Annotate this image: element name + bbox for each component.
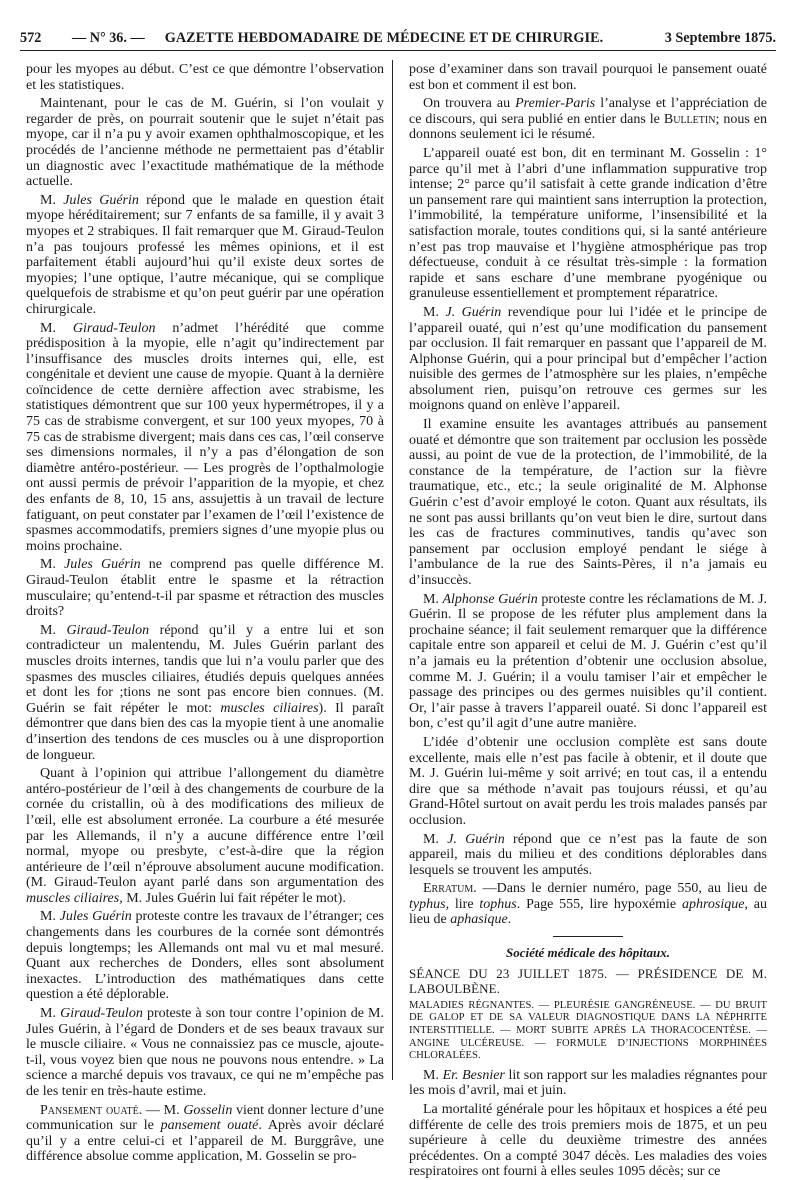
text-run: M. (40, 1006, 61, 1022)
paragraph (409, 1068, 767, 1099)
text-run: l’analyse et l’appréciation de ce discours, qui sera publié en entier dans le (409, 96, 767, 127)
text-run: M. (40, 909, 60, 925)
section-separator (553, 936, 623, 937)
italic-text: Giraud-Teulon (66, 622, 150, 638)
text-run: . Après avoir déclaré qu’il y a entre celui-ci et l’appareil de M. Burggrâve, une différence absolue comme application, M. Gosselin se pro- (26, 1118, 384, 1165)
italic-text: Gosselin (183, 1102, 233, 1118)
paragraph (409, 62, 767, 93)
italic-text: Jules Guérin (64, 557, 141, 573)
right-column (409, 62, 768, 1180)
page-header (20, 24, 776, 51)
text-run: revendique pour lui l’idée et le principe de l’appareil ouaté, qui n’est qu’une modification du pansement par occlusion. Il fait remarquer en passant que l’appareil de M. Alphonse Guérin, qui a pour principal but d’empêcher l’action nuisible des germes de l’atmosphère sur les plaies, n’empêche absolument rien, puisqu’on retrouve ces germes sur les moignons quand on enlève l’appareil. (409, 304, 767, 414)
section-title: Société médicale des hôpitaux. (506, 945, 670, 961)
paragraph (26, 321, 384, 555)
text-run: — M. (142, 1102, 184, 1118)
text-run: M. (423, 591, 443, 607)
text-run: M. Jules Guérin lui fait répéter le mot). (122, 890, 346, 906)
text-run: ne comprend pas quelle différence M. Giraud-Teulon établit entre le spasme et la rétraction musculaire; qu’entend-t-il par spasme et rétraction des muscles droits? (26, 557, 384, 620)
italic-text: muscles ciliaires, (26, 890, 123, 906)
text-run: répond qu’il y a entre lui et son contradicteur un malentendu, M. Jules Guérin parlant des muscles droits internes, tandis que lui n’a voulu parler que des spasmes des muscles ciliaires, étudiés depuis quelques années et dont les for ;tions ne sont pas encore bien connues. (M. Guérin se fait répéter le mot: (26, 622, 384, 716)
seance-summary: MALADIES RÉGNANTES. — PLEURÉSIE GANGRÉNEUSE. — DU BRUIT DE GALOP ET DE SA VALEUR DIAGNOSTIQUE DANS LA NÉPHRITE INTERSTITIELLE. — MORT SUBITE APRÈS LA THORACOCENTÈSE. — ANGINE ULCÉREUSE. — FORMULE D’INJECTIONS MORPHINÉES CHLORALÉES. (409, 999, 767, 1062)
paragraph (409, 96, 767, 143)
italic-text: Jules Guérin (59, 909, 132, 925)
smallcaps-text: Pansement ouaté. (40, 1102, 143, 1118)
paragraph (409, 146, 767, 302)
paragraph (26, 62, 384, 93)
text-run: M. (40, 557, 65, 573)
page-number: 572 (20, 30, 42, 46)
text-run: répond que ce n’est pas la faute de son appareil, mais du milieu et des conditions déplorables dans lesquels se trouvent les amputés. (409, 831, 767, 878)
text-run: Il examine ensuite les avantages attribués au pansement ouaté et démontre que son traitement par occlusion les possède aussi, au point de vue de la protection, de l’immobilité, de la constance de la température, de l’action sur la fièvre traumatique, etc., etc.; la seule originalité de M. Alphonse Guérin c’est d’avoir employé le coton. Quant aux résultats, ils ne sont pas aussi brillants qu’on veut bien le dire, surtout dans les cas de fractures comminutives, tandis qu’avec son pansement par occlusion employé pendant le siége à l’ambulance de la rue des Saints-Pères, il n’a jamais eu d’insuccès. (409, 417, 767, 588)
paragraph (26, 1006, 384, 1100)
text-run: —Dans le dernier numéro, page 550, au lieu de (476, 881, 767, 897)
paragraph (26, 1103, 384, 1165)
seance-line: SÉANCE DU 23 JUILLET 1875. — PRÉSIDENCE DE M. LABOULBÈNE. (409, 965, 767, 997)
text-run: ). Il paraît démontrer que dans bien des cas la myopie tient à une anomalie d’insertion des tendons de ces muscles ou à une disproportion de longueur. (26, 700, 384, 763)
italic-text: typhus (409, 896, 446, 912)
text-run: proteste à son tour contre l’opinion de M. Jules Guérin, à l’égard de Donders et de ses beaux travaux sur le muscle ciliaire. « Vous ne connaissiez pas ce muscle, ajoute-t-il, vous voyez bien que nous ne pouvons nous entendre. » La science a marché depuis vos travaux, ce qui ne m’empêche pas de les tenir en très-haute estime. (26, 1006, 384, 1099)
smallcaps-text: Erratum. (423, 881, 477, 897)
text-run: proteste contre les travaux de l’étranger; ces changements dans les courbures de la cornée sont démontrés depuis longtemps; les Allemands ont mal vu et mal mesuré. Quant aux recherches de Donders, elles sont absolument inexactes. L’introduction des mathématiques dans cette question a été déplorable. (26, 909, 384, 1003)
text-run: . Page 555, lire hypoxémie (516, 896, 682, 912)
italic-text: pansement ouaté (160, 1118, 259, 1134)
text-run: Maintenant, pour le cas de M. Guérin, si l’on voulait y regarder de près, on pourrait soutenir que le sujet n’était pas myope, car il n’a pu y avoir examen ophthalmoscopique, et les procédés de l’ancienne méthode ne permettaient pas d’établir un diagnostic avec l’exactitude mathématique de la méthode actuelle. (26, 96, 384, 190)
text-run: Quant à l’opinion qui attribue l’allongement du diamètre antéro-postérieur de l’œil à des changements de courbure de la cornée du cristallin, où à des modifications des milieux de l’œil, elle est absolument erronée. La courbure a été mesurée par les Allemands, il n’y a aucune différence entre l’œil normal, myope ou presbyte, c’est-à-dire que la région antérieure de l’œil n’éprouve absolument aucune modification. (M. Giraud-Teulon ayant parlé dans son argumentation des (26, 766, 384, 891)
paragraph (409, 417, 767, 589)
paragraph (26, 193, 384, 318)
text-run: M. (40, 622, 67, 638)
text-run: n’admet l’hérédité que comme prédisposition à la myopie, elle n’agit qu’indirectement par l’insuffisance des muscles droits internes qui, elle, est congénitale et devient une cause de myopie. Quant à la dernière coïncidence de cette dernière affection avec strabisme, les statistiques démontrent que sur 100 yeux hypermétropes, il y a 75 cas de strabisme convergent, et sur 100 yeux myopes, 70 à 75 cas de strabisme divergent; mais dans ces cas, l’œil conserve ses dimensions normales, il n’y a pas d’élongation de son diamètre antéro-postérieur. — Les progrès de l’opthalmologie ont aussi permis de prévoir l’apparition de la myopie, et chez des enfants de 8, 10, 15 ans, assujettis à un travail de lecture fatiguant, on peut constater par l’examen de l’œil l’existence de spasmes accommodatifs, premiers signes d’une myopie plus ou moins prochaine. (26, 320, 384, 554)
text-run: pour les myopes au début. C’est ce que démontre l’observation et les statistiques. (26, 62, 384, 93)
left-column (26, 62, 384, 1165)
italic-text: tophus (479, 896, 517, 912)
italic-text: Giraud-Teulon (60, 1006, 143, 1022)
italic-text: aphrosique (681, 896, 745, 912)
paragraph (26, 766, 384, 906)
journal-title: GAZETTE HEBDOMADAIRE DE MÉDECINE ET DE CHIRURGIE. (164, 30, 604, 46)
italic-text: Giraud-Teulon (72, 320, 156, 336)
issue-number: — N° 36. — (72, 30, 145, 46)
paragraph (26, 623, 384, 763)
text-run: M. (40, 192, 64, 208)
text-run: M. (40, 320, 73, 336)
paragraph (409, 881, 767, 928)
italic-text: J. Guérin (445, 304, 502, 320)
text-run: ; nous en donnons seulement ici le résumé. (409, 111, 767, 143)
text-run: proteste contre les réclamations de M. J. Guérin. Il se propose de les réfuter plus amplement dans la prochaine séance; il fait seulement remarquer que la différence capitale entre son appareil et celui de M. J. Guérin c’est qu’il n’a jamais eu la prétention d’obtenir une occlusion absolue, comme M. J. Guérin; il a voulu tamiser l’air et empêcher le passage des principes ou des germes nuisibles qu’il contient. Or, l’air passe à travers l’appareil ouaté. Si donc l’appareil est bon, c’est qu’il agit d’une autre manière. (409, 591, 768, 732)
paragraph (26, 909, 384, 1003)
italic-text: Alphonse Guérin (442, 591, 538, 607)
italic-text: Premier-Paris (515, 96, 596, 112)
paragraph (409, 305, 767, 414)
right-column-lower (409, 1068, 767, 1180)
issue-date: 3 Septembre 1875. (664, 30, 776, 46)
italic-text: muscles ciliaires (220, 700, 319, 716)
smallcaps-text: Bulletin (663, 111, 716, 127)
text-run: vient donner lecture d’une communication sur le (26, 1102, 384, 1134)
paragraph (409, 735, 767, 829)
italic-text: Jules Guérin (63, 192, 139, 208)
text-run: L’appareil ouaté est bon, dit en terminant M. Gosselin : 1° parce qu’il met à l’abri d’une inflammation suppurative trop intense; 2° parce qu’il satisfait à cette grande indication d’être un pansement rare qui maintient sans interruption la protection, l’immobilité, la température uniforme, l’insensibilité et la satisfaction morale, toutes conditions qui, si la santé antérieure n’est pas trop mauvaise et l’hygiène atmosphérique pas trop défectueuse, conduit à ce résultat très-simple : la formation rapide et sans eschare d’une membrane pyogénique ou granuleuse essentiellement et promptement réparatrice. (409, 145, 767, 302)
right-column-upper (409, 62, 767, 928)
text-run: M. (423, 304, 446, 320)
paragraph (409, 592, 767, 732)
paragraph (409, 1102, 767, 1180)
text-run: pose d’examiner dans son travail pourquoi le pansement ouaté est bon et comment il est bon. (409, 62, 767, 93)
text-run: . (507, 912, 512, 928)
paragraph (26, 557, 384, 619)
text-run: On trouvera au (423, 96, 516, 112)
italic-text: J. Guérin (447, 831, 505, 847)
text-run: La mortalité générale pour les hôpitaux et hospices a été peu différente de celle des trois premiers mois de 1875, et un peu supérieure à celle du deuxième trimestre des années précédentes. On a compté 3047 décès. Les maladies des voies respiratoires ont fourni à elles seules 1095 décès; sur ce (409, 1102, 767, 1180)
text-run: M. (423, 831, 448, 847)
paragraph (409, 832, 767, 879)
italic-text: Er. Besnier (442, 1067, 505, 1083)
text-run: L’idée d’obtenir une occlusion complète est sans doute excellente, mais elle n’est pas facile à obtenir, et il doute que M. J. Guérin lui-même y soit arrivé; en tout cas, il a entendu dire que sa méthode n’avait pas toujours réussi, et qu’au Grand-Hôtel surtout on avait perdu les trois malades pansés par occlusion. (409, 734, 767, 828)
text-run: lit son rapport sur les maladies régnantes pour les mois d’avril, mai et juin. (409, 1067, 767, 1099)
text-run: répond que le malade en question était myope héréditairement; sur 7 enfants de sa famille, il y avait 3 myopes et 2 strabiques. Il fait remarquer que M. Giraud-Teulon n’a pas toujours professé les mêmes opinions, et il est parfaitement établi aujourd’hui qu’il existe deux sortes de myopies; l’une optique, l’autre mécanique, qui se complique quelquefois de strabisme et qu’on peut guérir par une opération chirurgicale. (26, 192, 384, 317)
column-divider (392, 60, 393, 1080)
italic-text: aphasique (450, 912, 508, 928)
text-run: M. (423, 1067, 443, 1083)
paragraph (26, 96, 384, 190)
text-run: , lire (445, 896, 480, 912)
text-run: , au lieu de (409, 896, 768, 928)
